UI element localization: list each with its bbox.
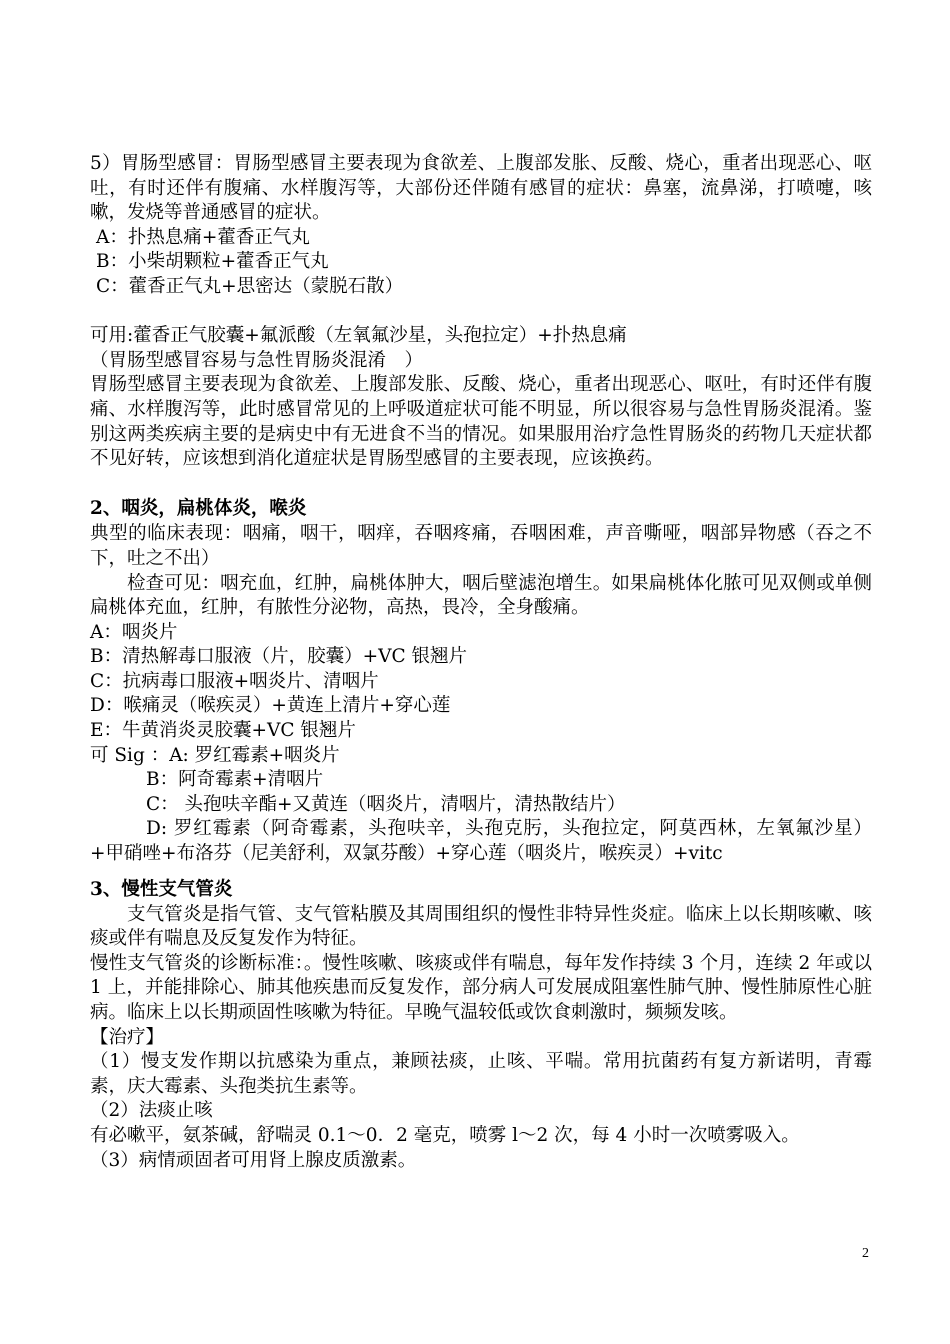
exam-findings: 检查可见：咽充血，红肿，扁桃体肿大，咽后壁滤泡增生。如果扁桃体化脓可见双侧或单侧扁桃体充血，红肿，有脓性分泌物，高热，畏冷，全身酸痛。 [90,572,872,619]
diagnosis-criteria: 慢性支气管炎的诊断标准：。慢性咳嗽、咳痰或伴有喘息，每年发作持续 3 个月，连续 2 年或以 1 上，并能排除心、肺其他疾患而反复发作，部分病人可发展成阻塞性肺气肿、慢性肺原性心脏病。临床上以长期顽固性咳嗽为特征。早晚气温较低或饮食刺激时，频频发咳。 [90,952,872,1023]
confusion-note: （胃肠型感冒容易与急性胃肠炎混淆 ） [90,349,424,371]
treatment-2-detail: 有必嗽平，氨茶碱，舒喘灵 0.1～0．2 毫克，喷雾 l～2 次，每 4 小时一次喷雾吸入。 [90,1124,800,1146]
usable-medication: 可用:藿香正气胶囊+氟派酸（左氧氟沙星，头孢拉定）+扑热息痛 [90,325,627,347]
throat-option-d: D：喉痛灵（喉疾灵）+黄连上清片+穿心莲 [90,695,451,717]
throat-option-b: B：清热解毒口服液（片，胶囊）+VC 银翘片 [90,646,467,668]
option-a: A：扑热息痛+藿香正气丸 [96,226,310,248]
throat-option-a: A：咽炎片 [90,621,178,643]
spacer [90,867,872,877]
spacer [90,300,872,325]
typical-symptoms: 典型的临床表现：咽痛，咽干，咽痒，吞咽疼痛，吞咽困难，声音嘶哑，咽部异物感（吞之不下，吐之不出） [90,523,872,569]
throat-option-c: C：抗病毒口服液+咽炎片、清咽片 [90,670,379,692]
throat-option-e: E：牛黄消炎灵胶囊+VC 银翘片 [90,720,356,742]
bronchitis-definition: 支气管炎是指气管、支气管粘膜及其周围组织的慢性非特异性炎症。临床上以长期咳嗽、咳痰或伴有喘息及反复发作为特征。 [90,903,872,950]
section-heading-throat: 2、咽炎，扁桃体炎，喉炎 [90,498,307,520]
page-number: 2 [862,1246,869,1261]
treatment-2: （2）法痰止咳 [90,1100,213,1122]
option-b: B：小柴胡颗粒+藿香正气丸 [96,251,329,273]
sig-option-a: 可 Sig ：A: 罗红霉素+咽炎片 [90,744,340,766]
sig-option-b: B：阿奇霉素+清咽片 [146,769,324,791]
treatment-label: 【治疗】 [90,1026,165,1048]
spacer [90,472,872,497]
gastro-cold-intro: 5）胃肠型感冒：胃肠型感冒主要表现为食欲差、上腹部发胀、反酸、烧心，重者出现恶心、呕吐，有时还伴有腹痛、水样腹泻等，大部份还伴随有感冒的症状：鼻塞，流鼻涕，打喷嚏，咳嗽，发烧等普通感冒的症状。 [90,153,872,224]
sig-option-d: D: 罗红霉素（阿奇霉素，头孢呋辛，头孢克肟，头孢拉定，阿莫西林，左氧氟沙星）+甲硝唑+布洛芬（尼美舒利，双氯芬酸）+穿心莲（咽炎片，喉疾灵）+vitc [90,818,872,865]
sig-option-c: C： 头孢呋辛酯+又黄连（咽炎片，清咽片，清热散结片） [146,793,626,815]
section-heading-bronchitis: 3、慢性支气管炎 [90,878,233,900]
treatment-3: （3）病情顽固者可用肾上腺皮质激素。 [90,1149,417,1171]
option-c: C：藿香正气丸+思密达（蒙脱石散） [96,275,404,297]
treatment-1: （1）慢支发作期以抗感染为重点，兼顾祛痰，止咳、平喘。常用抗菌药有复方新诺明，青霉素，庆大霉素、头孢类抗生素等。 [90,1051,872,1097]
document-page [90,152,872,1173]
gastro-cold-explanation: 胃肠型感冒主要表现为食欲差、上腹部发胀、反酸、烧心，重者出现恶心、呕吐，有时还伴有腹痛、水样腹泻等，此时感冒常见的上呼吸道症状可能不明显，所以很容易与急性胃肠炎混淆。鉴别这两类疾病主要的是病史中有无进食不当的情况。如果服用治疗急性胃肠炎的药物几天症状都不见好转，应该想到消化道症状是胃肠型感冒的主要表现，应该换药。 [90,374,872,470]
